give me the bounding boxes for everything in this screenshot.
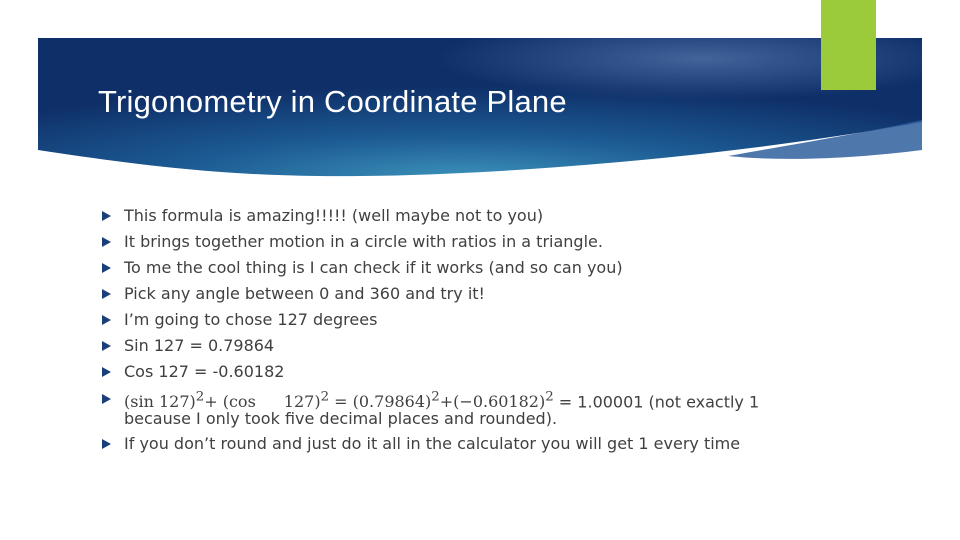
formula-term: (sin 127) (124, 392, 196, 412)
bullet-item (102, 255, 802, 281)
bullet-item (102, 333, 802, 359)
formula-exponent: 2 (545, 390, 554, 405)
bullet-text: I’m going to chose 127 degrees (124, 310, 378, 329)
formula-result-text: = 1.00001 (not exactly 1 because I only took five decimal places and rounded). (124, 392, 760, 429)
bullet-item (102, 281, 802, 307)
formula-exponent: 2 (431, 390, 440, 405)
bullet-text: Cos 127 = -0.60182 (124, 362, 285, 381)
bullet-item (102, 229, 802, 255)
bullet-text: Sin 127 = 0.79864 (124, 336, 275, 355)
bullet-text: If you don’t round and just do it all in the calculator you will get 1 every time (124, 434, 741, 454)
triangle-bullet-icon (102, 237, 111, 247)
bullet-item (102, 203, 802, 229)
triangle-bullet-icon (102, 394, 111, 404)
triangle-bullet-icon (102, 289, 111, 299)
accent-bar (821, 0, 876, 90)
formula-exponent: 2 (195, 390, 205, 405)
formula-term: +(−0.60182) (439, 392, 546, 412)
triangle-bullet-icon (102, 211, 111, 221)
bullet-item-formula (102, 385, 802, 431)
bullet-text: To me the cool thing is I can check if it works (and so can you) (124, 258, 623, 277)
slide-title: Trigonometry in Coordinate Plane (98, 84, 567, 119)
triangle-bullet-icon (102, 315, 111, 325)
formula-exponent: 2 (320, 390, 330, 405)
triangle-bullet-icon (102, 439, 111, 449)
formula-term: 127) (283, 392, 321, 412)
bullet-text: This formula is amazing!!!!! (well maybe not to you) (124, 206, 544, 225)
bullet-list (102, 203, 802, 457)
triangle-bullet-icon (102, 263, 111, 273)
formula-term: + (cos (204, 392, 256, 412)
bullet-item (102, 307, 802, 333)
bullet-text: Pick any angle between 0 and 360 and try it! (124, 284, 485, 303)
triangle-bullet-icon (102, 341, 111, 351)
triangle-bullet-icon (102, 367, 111, 377)
bullet-item (102, 359, 802, 385)
formula-term: = (0.79864) (329, 392, 432, 412)
bullet-text: It brings together motion in a circle with ratios in a triangle. (124, 232, 603, 251)
bullet-item (102, 431, 802, 457)
